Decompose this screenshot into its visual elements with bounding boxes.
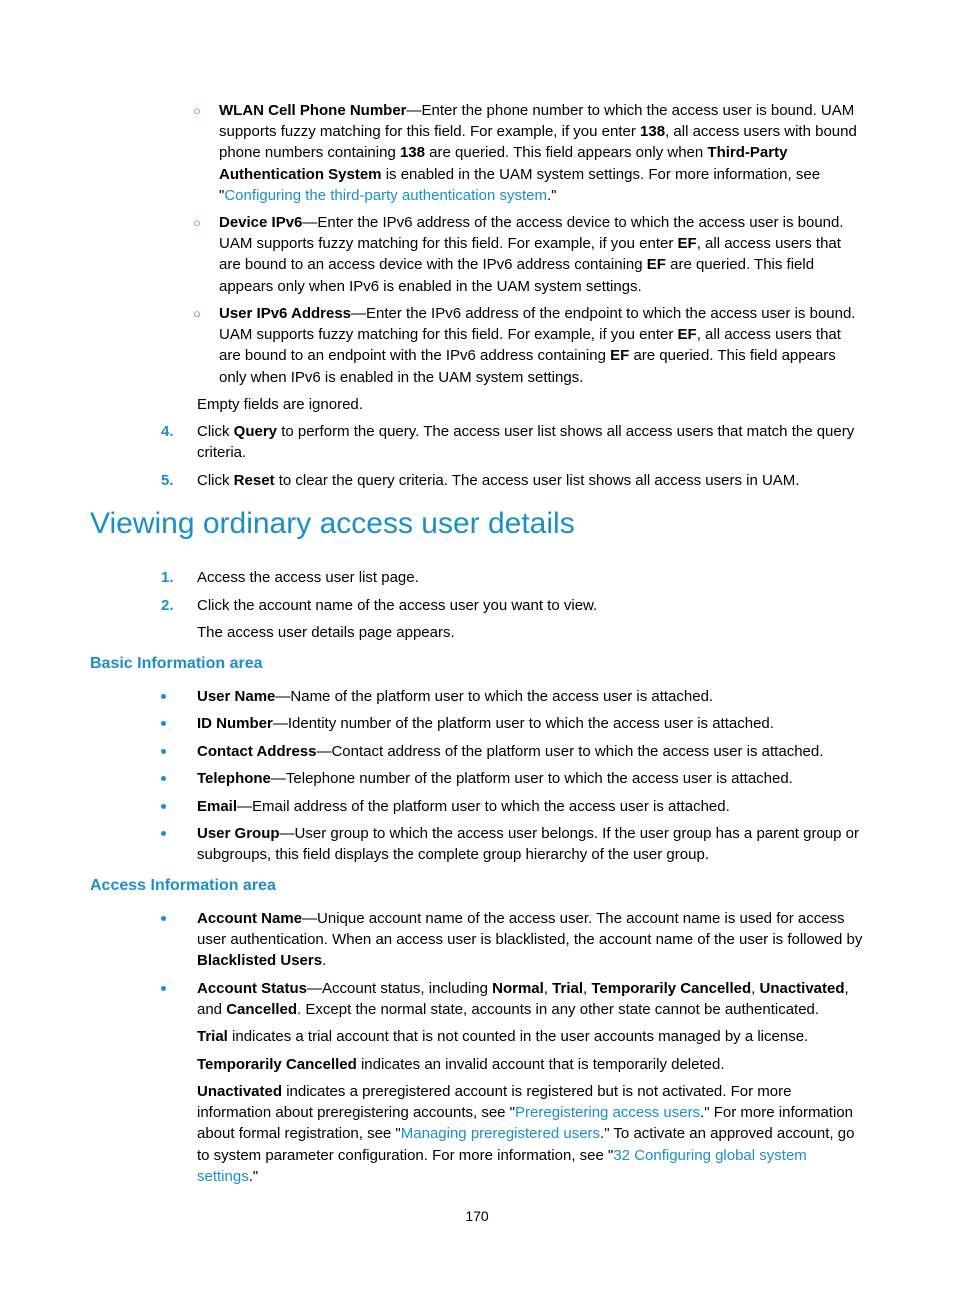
- trial-note: Trial indicates a trial account that is not counted in the user accounts managed by a license.: [197, 1028, 809, 1045]
- bullet-icon: [161, 916, 166, 921]
- step-reset: 5. Click Reset to clear the query criteria. The access user list shows all access users in UAM.: [161, 472, 800, 489]
- link-managing-preregistered[interactable]: Managing preregistered users: [400, 1125, 601, 1143]
- bullet-icon: [161, 986, 166, 991]
- unactivated-note: Unactivated indicates a preregistered account is registered but is not activated. For more information about preregistering accounts, see "Preregistering access users." For more information about formal registration, see "Managing preregistered users." To activate an approved account, go to system parameter configuration. For more information, see "32 Configuring global system settings.": [197, 1083, 855, 1185]
- list-item-account-status: Account Status—Account status, including Normal, Trial, Temporarily Cancelled, Unactivated, and Cancelled. Except the normal state, accounts in any other state cannot be authenticated.: [197, 978, 865, 1020]
- section-title: Viewing ordinary access user details: [90, 507, 575, 540]
- temp-cancelled-note: Temporarily Cancelled indicates an invalid account that is temporarily deleted.: [197, 1056, 725, 1073]
- page-number: 170: [465, 1208, 489, 1224]
- list-item: Email—Email address of the platform user to which the access user is attached.: [197, 796, 865, 817]
- link-third-party-auth[interactable]: Configuring the third-party authentication system: [224, 186, 547, 204]
- circle-bullet-icon: ○: [193, 306, 201, 321]
- step-click-account: 2. Click the account name of the access user you want to view.: [161, 597, 598, 614]
- basic-info-heading: Basic Information area: [90, 655, 263, 672]
- list-item: Contact Address—Contact address of the platform user to which the access user is attached.: [197, 741, 865, 762]
- list-item: User Group—User group to which the access user belongs. If the user group has a parent group or subgroups, this field displays the complete group hierarchy of the user group.: [197, 823, 865, 865]
- sub-item-device-ipv6: ○ Device IPv6—Enter the IPv6 address of the access device to which the access user is bound. UAM supports fuzzy matching for this field. For example, if you enter EF, all access users that are bound to an access device with the IPv6 address containing EF are queried. This field appears only when IPv6 is enabled in the UAM system settings.: [193, 214, 844, 295]
- bullet-icon: [161, 831, 166, 836]
- bullet-icon: [161, 804, 166, 809]
- list-item: Telephone—Telephone number of the platform user to which the access user is attached.: [197, 768, 865, 789]
- term: WLAN Cell Phone Number: [219, 102, 407, 119]
- circle-bullet-icon: ○: [193, 103, 201, 118]
- details-note: The access user details page appears.: [197, 624, 455, 641]
- bullet-icon: [161, 776, 166, 781]
- link-global-settings[interactable]: 32 Configuring global system settings: [197, 1146, 807, 1185]
- sub-item-user-ipv6: ○ User IPv6 Address—Enter the IPv6 address of the endpoint to which the access user is bound. UAM supports fuzzy matching for this field. For example, if you enter EF, all access users that are bound to an endpoint with the IPv6 address containing EF are queried. This field appears only when IPv6 is enabled in the UAM system settings.: [193, 305, 856, 386]
- bullet-icon: [161, 694, 166, 699]
- empty-fields-note: Empty fields are ignored.: [197, 396, 363, 413]
- sub-item-wlan-phone: ○ WLAN Cell Phone Number—Enter the phone number to which the access user is bound. UAM supports fuzzy matching for this field. For example, if you enter 138, all access users with bound phone numbers containing 138 are queried. This field appears only when Third-Party Authentication System is enabled in the UAM system settings. For more information, see "Configuring the third-party authentication system.": [193, 102, 857, 204]
- step-query: 4. Click Query to perform the query. The access user list shows all access users that match the query criteria.: [161, 423, 855, 462]
- bullet-icon: [161, 749, 166, 754]
- list-item: ID Number—Identity number of the platform user to which the access user is attached.: [197, 713, 865, 734]
- access-info-heading: Access Information area: [90, 877, 276, 894]
- list-item-account-name: Account Name—Unique account name of the access user. The account name is used for access user authentication. When an access user is blacklisted, the account name of the user is followed by Blacklisted Users.: [197, 908, 865, 972]
- link-preregistering[interactable]: Preregistering access users: [515, 1104, 701, 1122]
- step-access-list: 1. Access the access user list page.: [161, 569, 419, 586]
- list-item: User Name—Name of the platform user to which the access user is attached.: [197, 686, 865, 707]
- bullet-icon: [161, 721, 166, 726]
- circle-bullet-icon: ○: [193, 215, 201, 230]
